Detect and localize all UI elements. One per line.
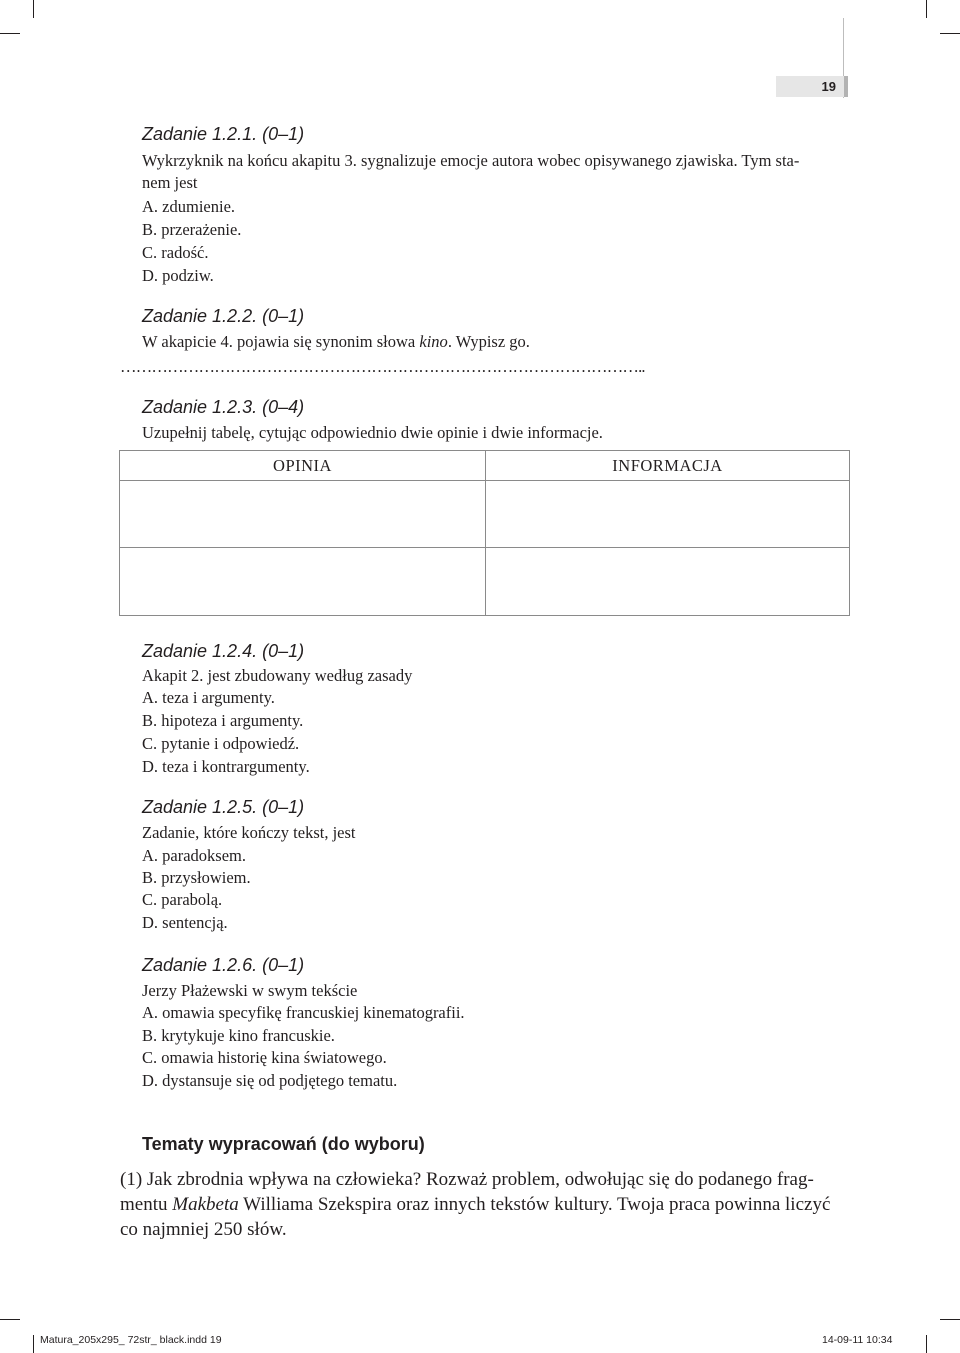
answer-option: D. teza i kontrargumenty. (142, 757, 310, 776)
task-heading: Zadanie 1.2.3. (0–4) (142, 397, 305, 417)
task-heading: Zadanie 1.2.6. (0–1) (142, 955, 305, 975)
crop-mark-top-right-h (940, 33, 960, 34)
prompt-text: W akapicie 4. pojawia się synonim słowa (142, 332, 420, 351)
answer-line[interactable]: ……………………………………………………………………………………….. (120, 357, 645, 376)
task-heading: Zadanie 1.2.1. (0–1) (142, 124, 305, 144)
table-cell-opinion-1[interactable] (120, 480, 485, 548)
task-heading: Zadanie 1.2.2. (0–1) (142, 306, 305, 326)
task-heading: Zadanie 1.2.4. (0–1) (142, 641, 305, 661)
crop-mark-bottom-right-v (926, 1335, 927, 1353)
essay-text: (1) Jak zbrodnia wpływa na człowieka? Rozważ problem, odwołując się do podanego fragmentu (120, 1169, 814, 1215)
table-cell-information-1[interactable] (486, 480, 849, 548)
table-cell-information-2[interactable] (486, 547, 849, 616)
essay-italic-title: Makbeta (172, 1194, 239, 1215)
answer-option: A. teza i argumenty. (142, 688, 275, 707)
crop-mark-bottom-left-v (33, 1335, 34, 1353)
answer-option: D. sentencją. (142, 913, 228, 932)
answer-table (119, 450, 850, 616)
footer-timestamp: 14-09-11 10:34 (822, 1334, 893, 1346)
answer-option: D. podziw. (142, 266, 214, 285)
answer-option: C. parabolą. (142, 890, 223, 909)
table-header-opinia: OPINIA (273, 456, 332, 475)
answer-option: C. omawia historię kina światowego. (142, 1048, 387, 1067)
task-prompt (142, 331, 530, 353)
task-prompt: Uzupełnij tabelę, cytując odpowiednio dwie opinie i dwie informacje. (142, 423, 603, 442)
crop-mark-top-left-h (0, 33, 20, 34)
answer-option: C. radość. (142, 243, 209, 262)
page-number-bar (844, 76, 848, 97)
answer-option: B. hipoteza i argumenty. (142, 711, 304, 730)
task-text: Akapit 2. jest zbudowany według zasady (142, 666, 413, 685)
crop-mark-top-left-v (33, 0, 34, 18)
crop-mark-bottom-right-h (940, 1319, 960, 1320)
essay-topic-1 (120, 1167, 852, 1242)
answer-option: C. pytanie i odpowiedź. (142, 734, 300, 753)
table-cell-opinion-2[interactable] (120, 547, 485, 616)
crop-mark-bottom-left-h (0, 1319, 20, 1320)
essay-section-heading: Tematy wypracowań (do wyboru) (142, 1134, 425, 1154)
table-header-informacja: INFORMACJA (612, 456, 723, 475)
page-number: 19 (776, 76, 844, 97)
task-text: Jerzy Płażewski w swym tekście (142, 981, 358, 1000)
answer-option: A. omawia specyfikę francuskiej kinematografii. (142, 1003, 465, 1022)
task-text: Wykrzyknik na końcu akapitu 3. sygnalizuje emocje autora wobec opisywanego zjawiska. Tym sta- (142, 151, 800, 170)
prompt-text: . Wypisz go. (447, 332, 530, 351)
answer-option: D. dystansuje się od podjętego tematu. (142, 1071, 398, 1090)
answer-option: A. paradoksem. (142, 846, 247, 865)
task-text: nem jest (142, 173, 198, 192)
essay-text: Williama Szekspira oraz innych tekstów kultury. Twoja praca powinna liczyć co najmniej 250 słów. (120, 1194, 831, 1240)
answer-option: B. przerażenie. (142, 220, 242, 239)
footer-file-info: Matura_205x295_ 72str_ black.indd 19 (40, 1334, 222, 1346)
prompt-italic-word: kino (419, 332, 448, 351)
task-text: Zadanie, które kończy tekst, jest (142, 823, 356, 842)
task-heading: Zadanie 1.2.5. (0–1) (142, 797, 305, 817)
answer-option: B. przysłowiem. (142, 868, 251, 887)
answer-option: B. krytykuje kino francuskie. (142, 1026, 335, 1045)
crop-mark-top-right-v (926, 0, 927, 18)
answer-option: A. zdumienie. (142, 197, 236, 216)
